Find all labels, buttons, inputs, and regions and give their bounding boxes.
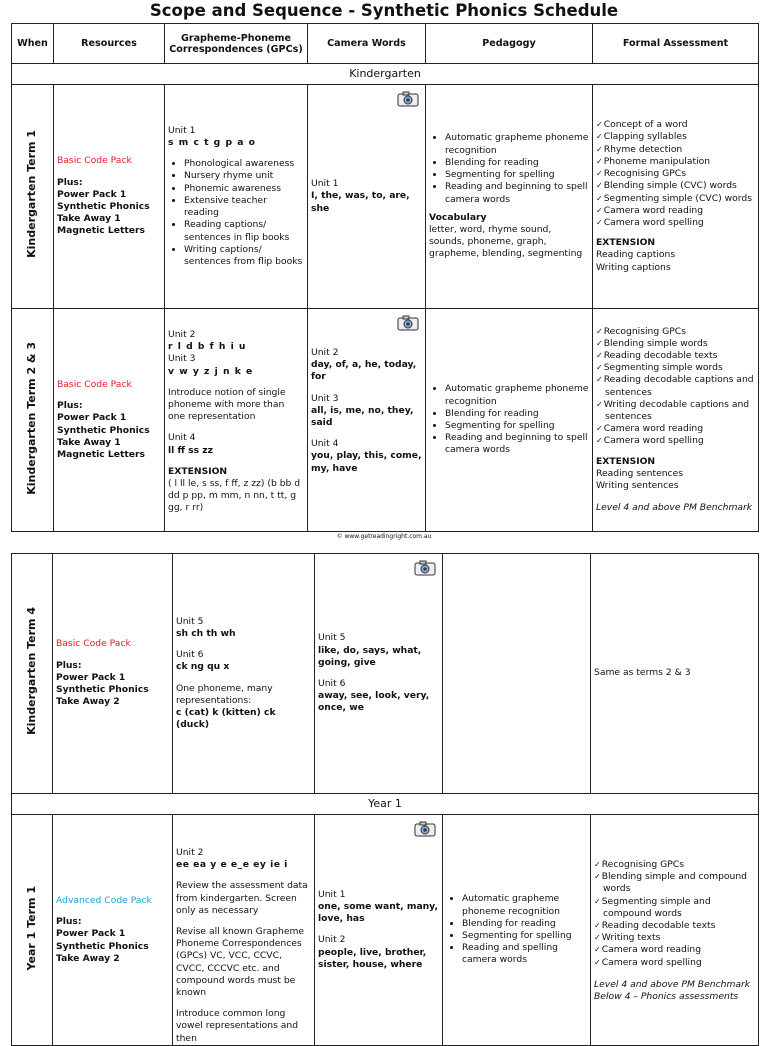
unit-label: Unit 1 bbox=[168, 124, 196, 136]
unit-label: Unit 2 bbox=[318, 934, 346, 946]
row-kindergarten-term-1 bbox=[12, 85, 759, 309]
assessment-item: ✓ Recognising GPCs bbox=[596, 168, 755, 180]
gpc-list bbox=[168, 158, 304, 268]
when-cell bbox=[12, 85, 54, 309]
unit-label: Unit 2 bbox=[168, 329, 196, 340]
camera-words: one, some want, many, love, has bbox=[318, 901, 438, 925]
footer-copyright: © www.getreadingright.com.au bbox=[336, 533, 432, 540]
gpc-cell bbox=[173, 815, 315, 1046]
pedagogy-item: • Blending for reading bbox=[462, 918, 587, 930]
gpc-paragraph: Revise all known Grapheme Phoneme Correspondences (GPCs) VC, VCC, CCVC, CVCC, CCCVC etc. and compound words must be known bbox=[176, 926, 305, 999]
camera-icon bbox=[414, 821, 436, 837]
representations-example: c (cat) k (kitten) ck (duck) bbox=[176, 706, 276, 731]
assessment-item: ✓ Writing decodable captions and sentences bbox=[596, 399, 755, 423]
gpc-paragraph: Review the assessment data from kindergarten. Screen only as necessary bbox=[176, 880, 308, 916]
resource-item: Synthetic Phonics bbox=[57, 201, 150, 212]
gpc-cell bbox=[165, 309, 308, 532]
assessment-item: ✓ Writing texts bbox=[594, 932, 755, 944]
assessment-item: ✓ Camera word reading bbox=[594, 944, 755, 956]
pedagogy-item: • Segmenting for spelling bbox=[462, 930, 587, 942]
unit-label: Unit 1 bbox=[318, 888, 346, 900]
extension-item: Writing sentences bbox=[596, 480, 679, 492]
assessment-item: ✓ Camera word spelling bbox=[596, 435, 755, 447]
when-cell bbox=[12, 815, 53, 1046]
gpc-cell bbox=[173, 554, 315, 794]
pedagogy-item: • Automatic grapheme phoneme recognition bbox=[445, 132, 589, 156]
assessment-item: ✓ Segmenting simple and compound words bbox=[594, 896, 755, 920]
assessment-item: ✓ Blending simple and compound words bbox=[594, 871, 755, 895]
assessment-item: ✓ Reading decodable captions and sentences bbox=[596, 374, 755, 398]
schedule-table-top bbox=[11, 23, 759, 532]
extension-item: Reading captions bbox=[596, 249, 676, 261]
pedagogy-item: • Reading and beginning to spell camera words bbox=[445, 181, 589, 205]
gpc-item: • Phonological awareness bbox=[184, 158, 304, 170]
camera-words: you, play, this, come, my, have bbox=[311, 450, 422, 474]
unit-label: Unit 5 bbox=[318, 632, 346, 644]
unit-letters: ck ng qu x bbox=[176, 661, 230, 673]
assessment-item: ✓ Segmenting simple words bbox=[596, 362, 755, 374]
section-kindergarten: Kindergarten bbox=[12, 64, 759, 85]
extension-title: EXTENSION bbox=[596, 455, 656, 467]
assessment-list bbox=[594, 859, 755, 969]
unit-letters: v w y z j n k e bbox=[168, 365, 254, 377]
when-cell bbox=[12, 554, 53, 794]
assessment-list bbox=[596, 119, 755, 229]
assessment-item: ✓ Recognising GPCs bbox=[596, 326, 755, 338]
formal-assessment-cell bbox=[591, 554, 759, 794]
header-pedagogy: Pedagogy bbox=[426, 24, 593, 64]
schedule-table-bottom bbox=[11, 553, 759, 1046]
header-when: When bbox=[12, 24, 54, 64]
vocabulary-title: Vocabulary bbox=[429, 211, 487, 223]
resources-cell bbox=[54, 85, 165, 309]
camera-words: all, is, me, no, they, said bbox=[311, 404, 414, 429]
resource-item: Power Pack 1 bbox=[57, 188, 127, 200]
assessment-item: ✓ Recognising GPCs bbox=[594, 859, 755, 871]
when-label: Year 1 Term 1 bbox=[24, 885, 38, 971]
benchmark-note: Level 4 and above PM Benchmark bbox=[596, 502, 753, 514]
assessment-item: ✓ Clapping syllables bbox=[596, 131, 755, 143]
section-year-1: Year 1 bbox=[12, 794, 759, 815]
gpc-cell bbox=[165, 85, 308, 309]
intro-text: Introduce notion of single phoneme with more than one representation bbox=[168, 386, 286, 423]
pedagogy-cell bbox=[443, 815, 591, 1046]
camera-words-cell bbox=[315, 815, 443, 1046]
gpc-item: • Phonemic awareness bbox=[184, 183, 304, 195]
resource-item: Synthetic Phonics Take Away 2 bbox=[56, 940, 149, 964]
unit-label: Unit 3 bbox=[311, 392, 339, 404]
pedagogy-list bbox=[429, 383, 589, 456]
camera-words: away, see, look, very, once, we bbox=[318, 690, 430, 714]
assessment-item: ✓ Concept of a word bbox=[596, 119, 755, 131]
row-kindergarten-term-2-3 bbox=[12, 309, 759, 532]
when-label: Kindergarten Term 1 bbox=[25, 130, 39, 259]
resources-cell bbox=[53, 554, 173, 794]
section-row-year-1 bbox=[12, 794, 759, 815]
assessment-item: ✓ Camera word spelling bbox=[594, 957, 755, 969]
extension-item: Reading sentences bbox=[596, 467, 684, 479]
section-row-kindergarten bbox=[12, 64, 759, 85]
assessment-item: ✓ Rhyme detection bbox=[596, 144, 755, 156]
extension-item: Writing captions bbox=[596, 261, 671, 273]
resource-item: Synthetic Phonics bbox=[57, 424, 150, 436]
row-year-1-term-1 bbox=[12, 815, 759, 1046]
assessment-item: ✓ Blending simple (CVC) words bbox=[596, 180, 755, 192]
unit-label: Unit 6 bbox=[176, 649, 204, 661]
pedagogy-cell bbox=[426, 309, 593, 532]
header-gpc: Grapheme-Phoneme Correspondences (GPCs) bbox=[165, 24, 308, 64]
pedagogy-item: • Automatic grapheme phoneme recognition bbox=[462, 893, 587, 917]
resource-item: Synthetic Phonics Take Away 2 bbox=[56, 684, 149, 708]
pedagogy-item: • Segmenting for spelling bbox=[445, 169, 589, 181]
assessment-item: ✓ Segmenting simple (CVC) words bbox=[596, 193, 755, 205]
camera-words: like, do, says, what, going, give bbox=[318, 644, 422, 668]
assessment-item: ✓ Camera word spelling bbox=[596, 217, 755, 229]
resources-cell bbox=[54, 309, 165, 532]
gpc-item: • Extensive teacher reading bbox=[184, 195, 304, 219]
resource-item: Magnetic Letters bbox=[57, 225, 145, 237]
unit-label: Unit 4 bbox=[168, 432, 196, 444]
camera-words-cell bbox=[308, 309, 426, 532]
formal-assessment-cell bbox=[593, 85, 759, 309]
unit-letters: ee ea y e e_e ey ie i bbox=[176, 859, 288, 871]
unit-label: Unit 4 bbox=[311, 438, 339, 450]
camera-words-cell bbox=[308, 85, 426, 309]
assessment-item: ✓ Camera word reading bbox=[596, 423, 755, 435]
plus-label: Plus: bbox=[57, 400, 83, 412]
header-row bbox=[12, 24, 759, 64]
pedagogy-item: • Segmenting for spelling bbox=[445, 420, 589, 432]
pedagogy-item: • Automatic grapheme phoneme recognition bbox=[445, 383, 589, 407]
unit-label: Unit 3 bbox=[168, 353, 196, 365]
camera-words: people, live, brother, sister, house, where bbox=[318, 946, 427, 970]
when-label: Kindergarten Term 2 & 3 bbox=[25, 341, 39, 495]
page-title: Scope and Sequence - Synthetic Phonics Schedule bbox=[149, 1, 619, 20]
same-as-note: Same as terms 2 & 3 bbox=[594, 667, 691, 679]
pack-name: Basic Code Pack bbox=[56, 638, 131, 650]
camera-icon bbox=[397, 315, 419, 331]
gpc-item: • Reading captions/ sentences in flip books bbox=[184, 219, 304, 243]
camera-icon bbox=[397, 91, 419, 107]
vocabulary-text: letter, word, rhyme sound, sounds, phoneme, graph, grapheme, blending, segmenting bbox=[429, 223, 583, 260]
assessment-list bbox=[596, 326, 755, 448]
pedagogy-item: • Blending for reading bbox=[445, 408, 589, 420]
benchmark-note: Below 4 – Phonics assessments bbox=[594, 991, 739, 1003]
assessment-item: ✓ Reading decodable texts bbox=[594, 920, 755, 932]
extension-title: EXTENSION bbox=[596, 237, 656, 249]
resource-item: Power Pack 1 bbox=[56, 928, 126, 940]
assessment-item: ✓ Camera word reading bbox=[596, 205, 755, 217]
pack-name: Basic Code Pack bbox=[57, 155, 132, 167]
pedagogy-list bbox=[429, 132, 589, 205]
pedagogy-list bbox=[446, 893, 587, 966]
formal-assessment-cell bbox=[591, 815, 759, 1046]
unit-letters: s m c t g p a o bbox=[168, 137, 256, 149]
plus-label: Plus: bbox=[56, 659, 82, 671]
camera-words: I, the, was, to, are, she bbox=[311, 190, 410, 214]
row-kindergarten-term-4 bbox=[12, 554, 759, 794]
resource-item: Power Pack 1 bbox=[57, 412, 127, 424]
resource-item: Magnetic Letters bbox=[57, 448, 145, 460]
when-label: Kindergarten Term 4 bbox=[24, 607, 38, 736]
benchmark-note: Level 4 and above PM Benchmark bbox=[594, 978, 751, 990]
header-camera-words: Camera Words bbox=[308, 24, 426, 64]
resources-cell bbox=[53, 815, 173, 1046]
formal-assessment-cell bbox=[593, 309, 759, 532]
unit-label: Unit 5 bbox=[176, 615, 204, 627]
plus-label: Plus: bbox=[56, 916, 82, 928]
unit-label: Unit 2 bbox=[311, 347, 339, 358]
unit-label: Unit 2 bbox=[176, 847, 204, 858]
when-cell bbox=[12, 309, 54, 532]
camera-icon bbox=[414, 560, 436, 576]
camera-words: day, of, a, he, today, for bbox=[311, 359, 417, 383]
pack-name: Basic Code Pack bbox=[57, 378, 132, 390]
resource-item: Take Away 1 bbox=[57, 213, 121, 225]
pedagogy-item: • Blending for reading bbox=[445, 157, 589, 169]
unit-label: Unit 6 bbox=[318, 678, 346, 689]
pedagogy-item: • Reading and spelling camera words bbox=[462, 942, 587, 966]
extension-title: EXTENSION bbox=[168, 465, 228, 477]
pack-name: Advanced Code Pack bbox=[56, 894, 152, 906]
assessment-item: ✓ Blending simple words bbox=[596, 338, 755, 350]
unit-letters: r l d b f h i u bbox=[168, 341, 247, 353]
unit-letters: ll ff ss zz bbox=[168, 444, 213, 456]
representations-text: One phoneme, many representations: bbox=[176, 682, 273, 706]
unit-letters: sh ch th wh bbox=[176, 627, 236, 639]
pedagogy-item: • Reading and beginning to spell camera words bbox=[445, 432, 589, 456]
gpc-paragraph: Introduce common long vowel representations and then bbox=[176, 1008, 299, 1044]
pedagogy-cell bbox=[426, 85, 593, 309]
extension-text: ( l ll le, s ss, f ff, z zz) (b bb d dd p pp, m mm, n nn, t tt, g gg, r rr) bbox=[168, 478, 301, 514]
camera-words-cell bbox=[315, 554, 443, 794]
assessment-item: ✓ Reading decodable texts bbox=[596, 350, 755, 362]
gpc-item: • Writing captions/ sentences from flip books bbox=[184, 244, 304, 268]
header-resources: Resources bbox=[54, 24, 165, 64]
resource-item: Take Away 1 bbox=[57, 436, 121, 448]
resource-item: Power Pack 1 bbox=[56, 671, 126, 683]
pedagogy-cell bbox=[443, 554, 591, 794]
unit-label: Unit 1 bbox=[311, 178, 339, 190]
assessment-item: ✓ Phoneme manipulation bbox=[596, 156, 755, 168]
plus-label: Plus: bbox=[57, 176, 83, 188]
header-formal-assessment: Formal Assessment bbox=[593, 24, 759, 64]
gpc-item: • Nursery rhyme unit bbox=[184, 170, 304, 182]
